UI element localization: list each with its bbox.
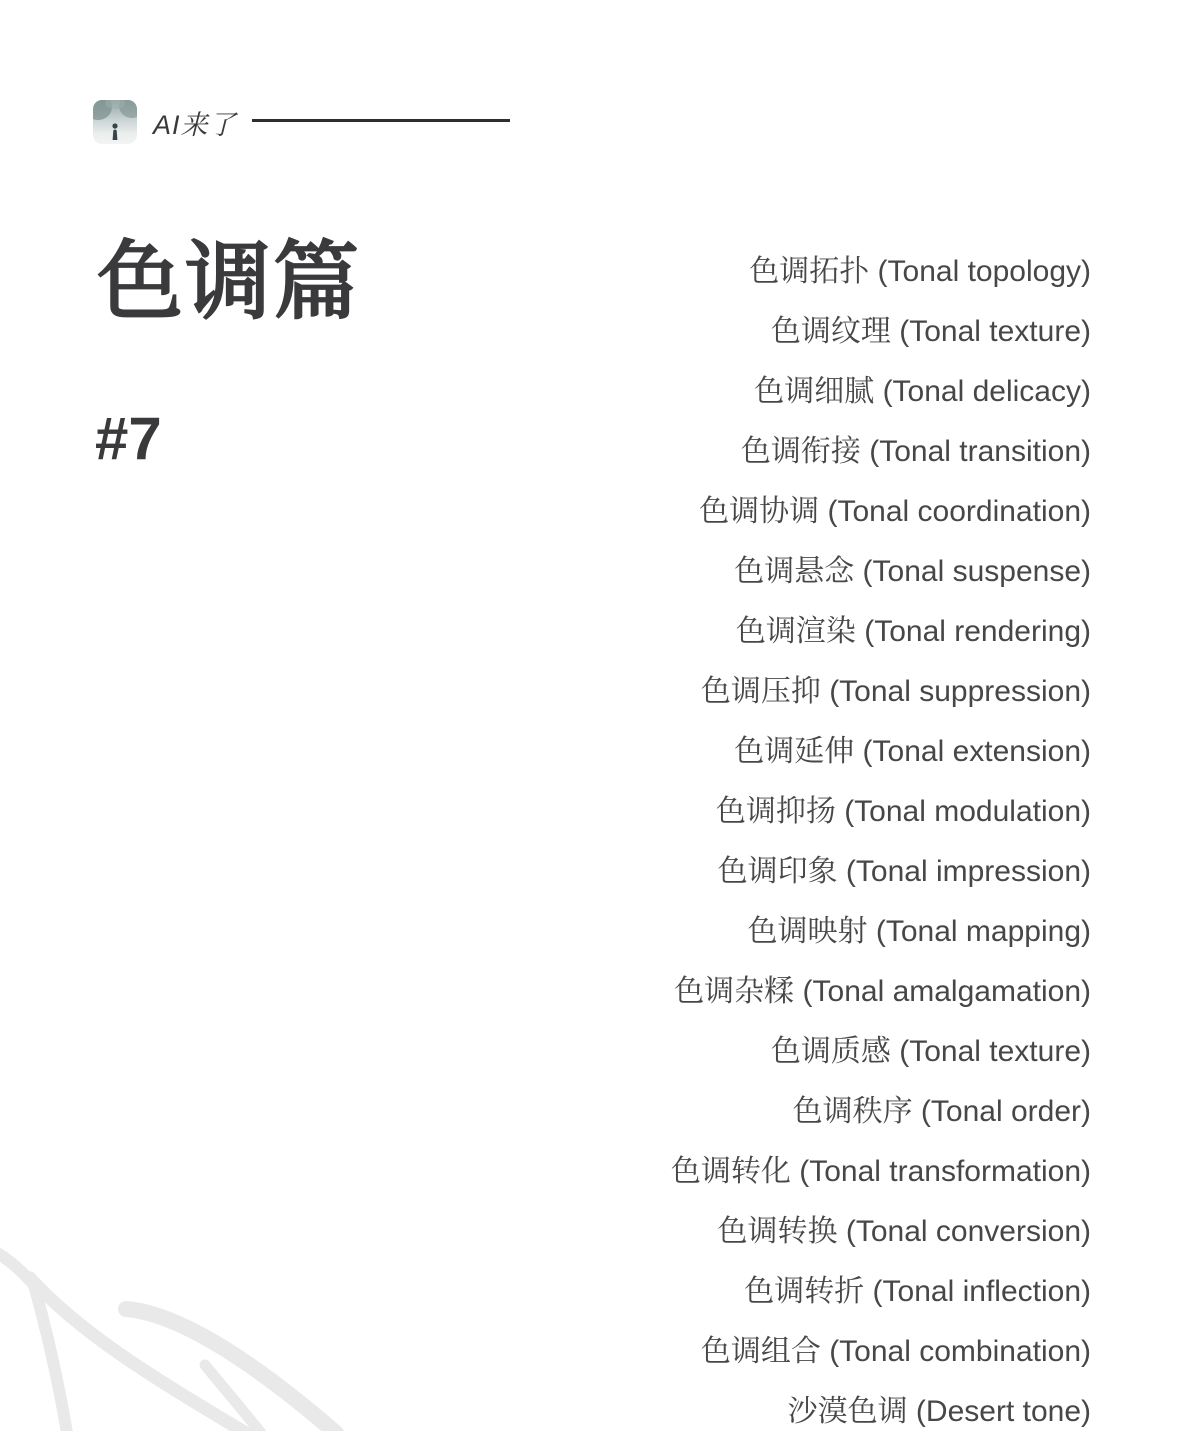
term-label: 色调延伸 (Tonal extension) <box>734 735 1091 768</box>
term-label: 色调杂糅 (Tonal amalgamation) <box>674 975 1091 1008</box>
term-row <box>420 602 1091 662</box>
term-row <box>420 242 1091 302</box>
term-label: 色调压抑 (Tonal suppression) <box>700 675 1091 708</box>
term-row <box>420 1382 1091 1431</box>
term-row <box>420 1322 1091 1382</box>
term-row <box>420 842 1091 902</box>
term-row <box>420 1022 1091 1082</box>
term-label: 色调拓扑 (Tonal topology) <box>749 255 1091 288</box>
term-label: 色调组合 (Tonal combination) <box>700 1335 1091 1368</box>
term-row <box>420 422 1091 482</box>
term-label: 色调悬念 (Tonal suspense) <box>734 555 1091 588</box>
header-rule-line <box>252 119 510 122</box>
term-row <box>420 1082 1091 1142</box>
term-label: 色调细腻 (Tonal delicacy) <box>754 375 1091 408</box>
term-label: 色调协调 (Tonal coordination) <box>699 495 1091 528</box>
term-label: 色调映射 (Tonal mapping) <box>747 915 1091 948</box>
term-label: 色调质感 (Tonal texture) <box>770 1035 1091 1068</box>
term-label: 色调印象 (Tonal impression) <box>717 855 1091 888</box>
term-label: 色调衔接 (Tonal transition) <box>740 435 1091 468</box>
term-label: 色调纹理 (Tonal texture) <box>770 315 1091 348</box>
term-label: 色调渲染 (Tonal rendering) <box>735 615 1091 648</box>
tonal-terms-list <box>420 242 1091 1431</box>
term-row <box>420 782 1091 842</box>
brand-header <box>93 100 237 144</box>
brand-avatar-icon <box>93 100 137 144</box>
issue-number: #7 <box>95 405 162 472</box>
term-label: 色调转化 (Tonal transformation) <box>670 1155 1091 1188</box>
term-label: 色调抑扬 (Tonal modulation) <box>715 795 1091 828</box>
term-label: 沙漠色调 (Desert tone) <box>787 1395 1091 1428</box>
term-row <box>420 542 1091 602</box>
term-row <box>420 362 1091 422</box>
term-row <box>420 1142 1091 1202</box>
term-row <box>420 482 1091 542</box>
page-title: 色调篇 <box>97 234 361 330</box>
term-row <box>420 1202 1091 1262</box>
term-row <box>420 962 1091 1022</box>
term-row <box>420 722 1091 782</box>
term-label: 色调转换 (Tonal conversion) <box>717 1215 1091 1248</box>
term-row <box>420 662 1091 722</box>
term-row <box>420 1262 1091 1322</box>
brand-name: AI来了 <box>153 109 237 140</box>
term-label: 色调秩序 (Tonal order) <box>792 1095 1091 1128</box>
term-label: 色调转折 (Tonal inflection) <box>744 1275 1091 1308</box>
term-row <box>420 302 1091 362</box>
petal-lineart-decoration <box>0 1151 420 1431</box>
term-row <box>420 902 1091 962</box>
